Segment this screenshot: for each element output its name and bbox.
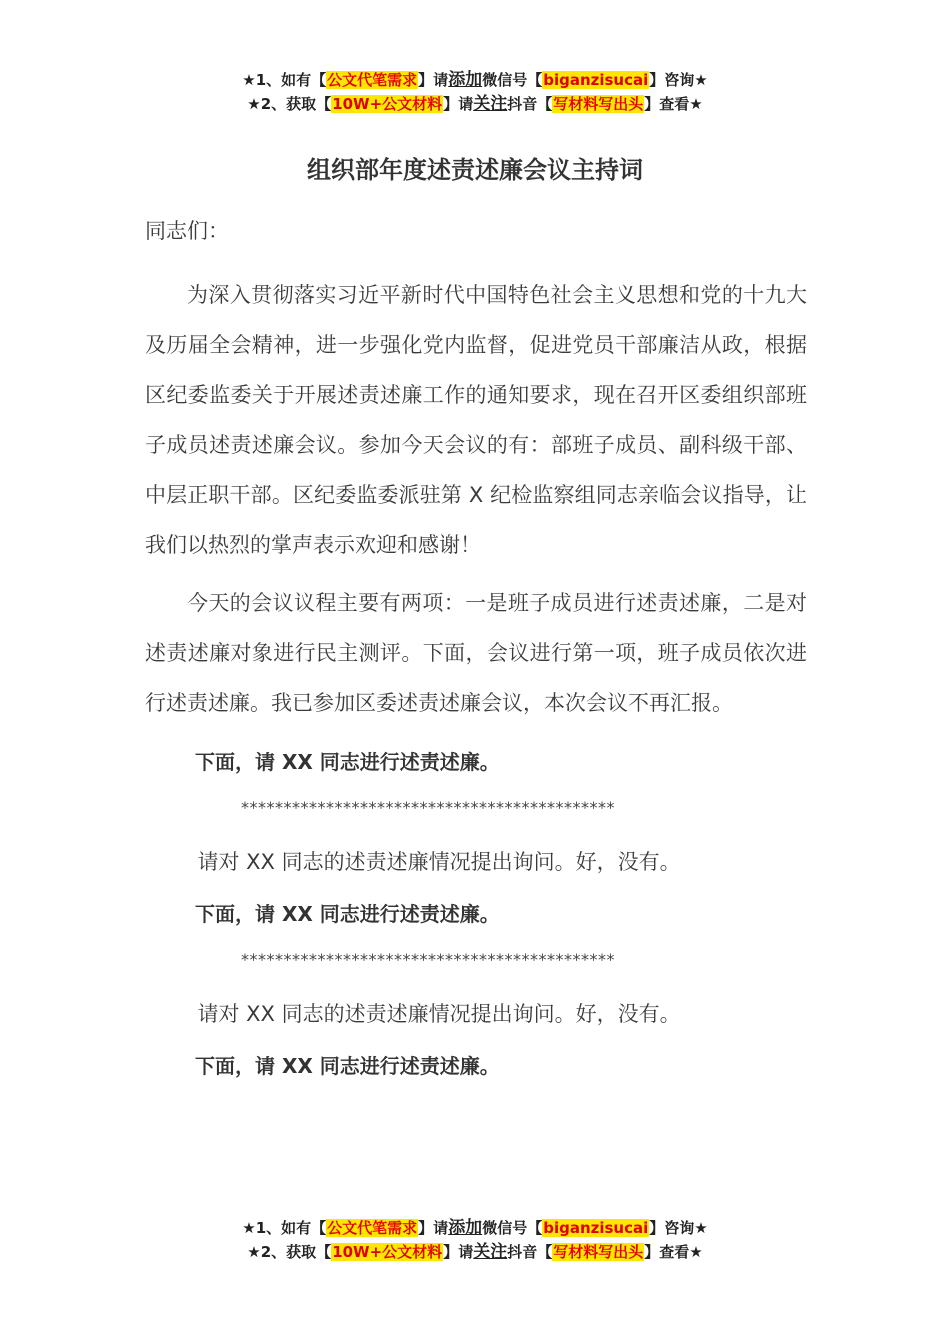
- speaker-intro-3: 下面，请 XX 同志进行述责述廉。: [195, 1054, 500, 1078]
- paragraph-2: 今天的会议议程主要有两项：一是班子成员进行述责述廉，二是对述责述廉对象进行民主测评。下面，会议进行第一项，班子成员依次进行述责述廉。我已参加区委述责述廉会议，本次会议不再汇报。: [145, 591, 807, 715]
- document-body: [145, 210, 807, 1100]
- banner-line-1: ★1、如有【公文代笔需求】请添加微信号【biganzisucai】咨询★: [242, 1218, 708, 1238]
- inquiry-line-2: 请对 XX 同志的述责述廉情况提出询问。好，没有。: [197, 1002, 681, 1026]
- inquiry-line-1: 请对 XX 同志的述责述廉情况提出询问。好，没有。: [197, 850, 681, 874]
- salutation: 同志们：: [145, 219, 229, 243]
- paragraph-1: 为深入贯彻落实习近平新时代中国特色社会主义思想和党的十九大及历届全会精神，进一步强化党内监督，促进党员干部廉洁从政，根据区纪委监委关于开展述责述廉工作的通知要求，现在召开区委组织部班子成员述责述廉会议。参加今天会议的有：部班子成员、副科级干部、中层正职干部。区纪委监委派驻第 X 纪检监察组同志亲临会议指导，让我们以热烈的掌声表示欢迎和感谢！: [145, 283, 807, 557]
- bottom-banner: [0, 1216, 950, 1264]
- banner-line-2: ★2、获取【10W+公文材料】请关注抖音【写材料写出头】查看★: [247, 1242, 703, 1262]
- speaker-intro-2: 下面，请 XX 同志进行述责述廉。: [195, 902, 500, 926]
- separator-stars-2: ********************************************: [241, 950, 615, 969]
- banner-line-2: ★2、获取【10W+公文材料】请关注抖音【写材料写出头】查看★: [247, 94, 703, 114]
- top-banner: [0, 68, 950, 116]
- separator-stars-1: ********************************************: [241, 798, 615, 817]
- speaker-intro-1: 下面，请 XX 同志进行述责述廉。: [195, 750, 500, 774]
- document-title: 组织部年度述责述廉会议主持词: [307, 156, 643, 184]
- banner-line-1: ★1、如有【公文代笔需求】请添加微信号【biganzisucai】咨询★: [242, 70, 708, 90]
